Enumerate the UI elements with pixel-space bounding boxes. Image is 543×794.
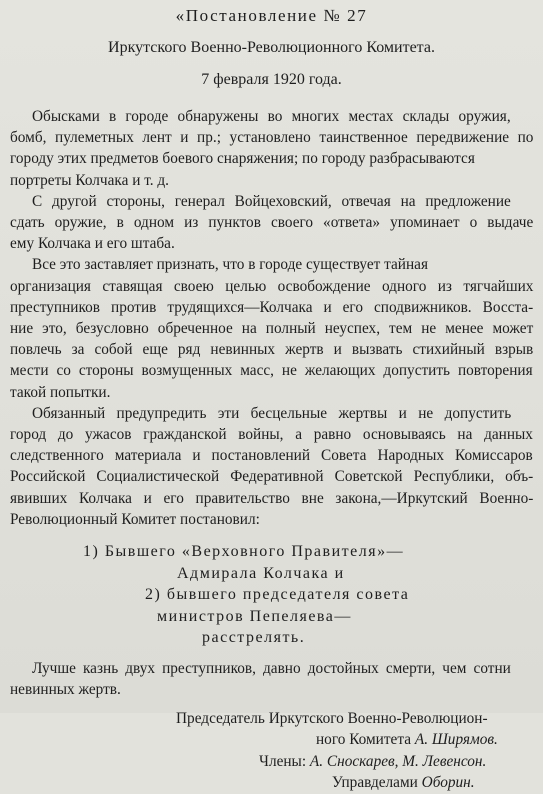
text-line: город до ужасов гражданской войны, а равно основываясь на данных [10, 426, 533, 444]
verdict-line: 1) Бывшего «Верховного Правителя»— [83, 543, 405, 561]
text-line: следственного материала и постановлений Совета Народных Комиссаров [10, 447, 533, 465]
chair-title-end: ного Комитета [316, 731, 412, 749]
signatures-block [10, 708, 533, 794]
text-line: невинных жертв. [10, 680, 121, 698]
text-line: ние это, безусловно обреченное на полный неуспех, тем не менее может [10, 320, 534, 338]
text-line: С другой стороны, генерал Войцеховский, отвечая на предложение [32, 192, 511, 210]
chair-title-line: Председатель Иркутского Военно-Революцион- [176, 709, 488, 727]
chair-name: А. Ширямов. [414, 731, 498, 749]
verdict-line: министров Пепеляева— [157, 607, 352, 625]
text-line: Революционный Комитет постановил: [10, 510, 260, 528]
text-line: ему Колчака и его штаба. [10, 235, 175, 253]
text-line: явивших Колчака и его правительство вне закона,—Иркутский Военно- [10, 489, 534, 507]
verdict-line: 2) бывшего председателя совета [145, 586, 410, 604]
members-names: А. Сноскарев, М. Левенсон. [309, 752, 487, 770]
paragraph-2 [10, 191, 533, 255]
verdict-line: Адмирала Колчака и [177, 564, 345, 582]
chair-name-line [10, 729, 533, 751]
resolution-date: 7 февраля 1920 года. [201, 71, 342, 88]
closing-paragraph [10, 658, 533, 700]
members-label: Члены: [259, 752, 307, 770]
members-line [10, 751, 533, 773]
paragraph-3 [10, 254, 533, 402]
text-line: портреты Колчака и т. д. [10, 171, 169, 189]
resolution-body [10, 106, 533, 530]
committee-name: Иркутского Военно-Революционного Комитета. [108, 39, 435, 56]
manager-label: Управделами [332, 774, 418, 792]
manager-line [10, 772, 533, 794]
text-line: Обязанный предупредить эти бесцельные жертвы и не допустить [32, 404, 512, 422]
text-line: Российской Социалистической Федеративной Советской Республики, объ- [10, 468, 534, 486]
paragraph-4 [10, 403, 533, 530]
resolution-title: «Постановление № 27 [175, 6, 368, 25]
text-line: городу этих предметов боевого снаряжения; по городу разбрасываются [10, 150, 475, 168]
text-line: такой попытки. [10, 383, 111, 401]
verdict-block [10, 541, 533, 649]
paragraph-1 [10, 106, 533, 191]
text-line: мести со стороны возмущенных масс, не желающих допустить повторения [10, 362, 533, 380]
text-line: организация ставящая своею целью освобождение одного из тягчайших [10, 277, 534, 295]
manager-name: Оборин. [421, 774, 475, 792]
text-line: Лучше казнь двух преступников, давно достойных смерти, чем сотни [32, 659, 511, 677]
text-line: Все это заставляет признать, что в городе существует тайная [32, 256, 428, 274]
verdict-line: расстрелять. [202, 629, 306, 647]
text-line: Обысками в городе обнаружены во многих местах склады оружия, [32, 108, 511, 125]
text-line: повлечь за собой еще ряд невинных жертв и вызвать стихийный взрыв [10, 341, 534, 359]
text-line: сдать оружие, в одном из пунктов своего «ответа» упоминает о выдаче [10, 214, 534, 232]
text-line: преступников против трудящихся—Колчака и его сподвижников. Восста- [10, 298, 534, 316]
text-line: бомб, пулеметных лент и пр.; установлено таинственное передвижение по [10, 129, 534, 147]
